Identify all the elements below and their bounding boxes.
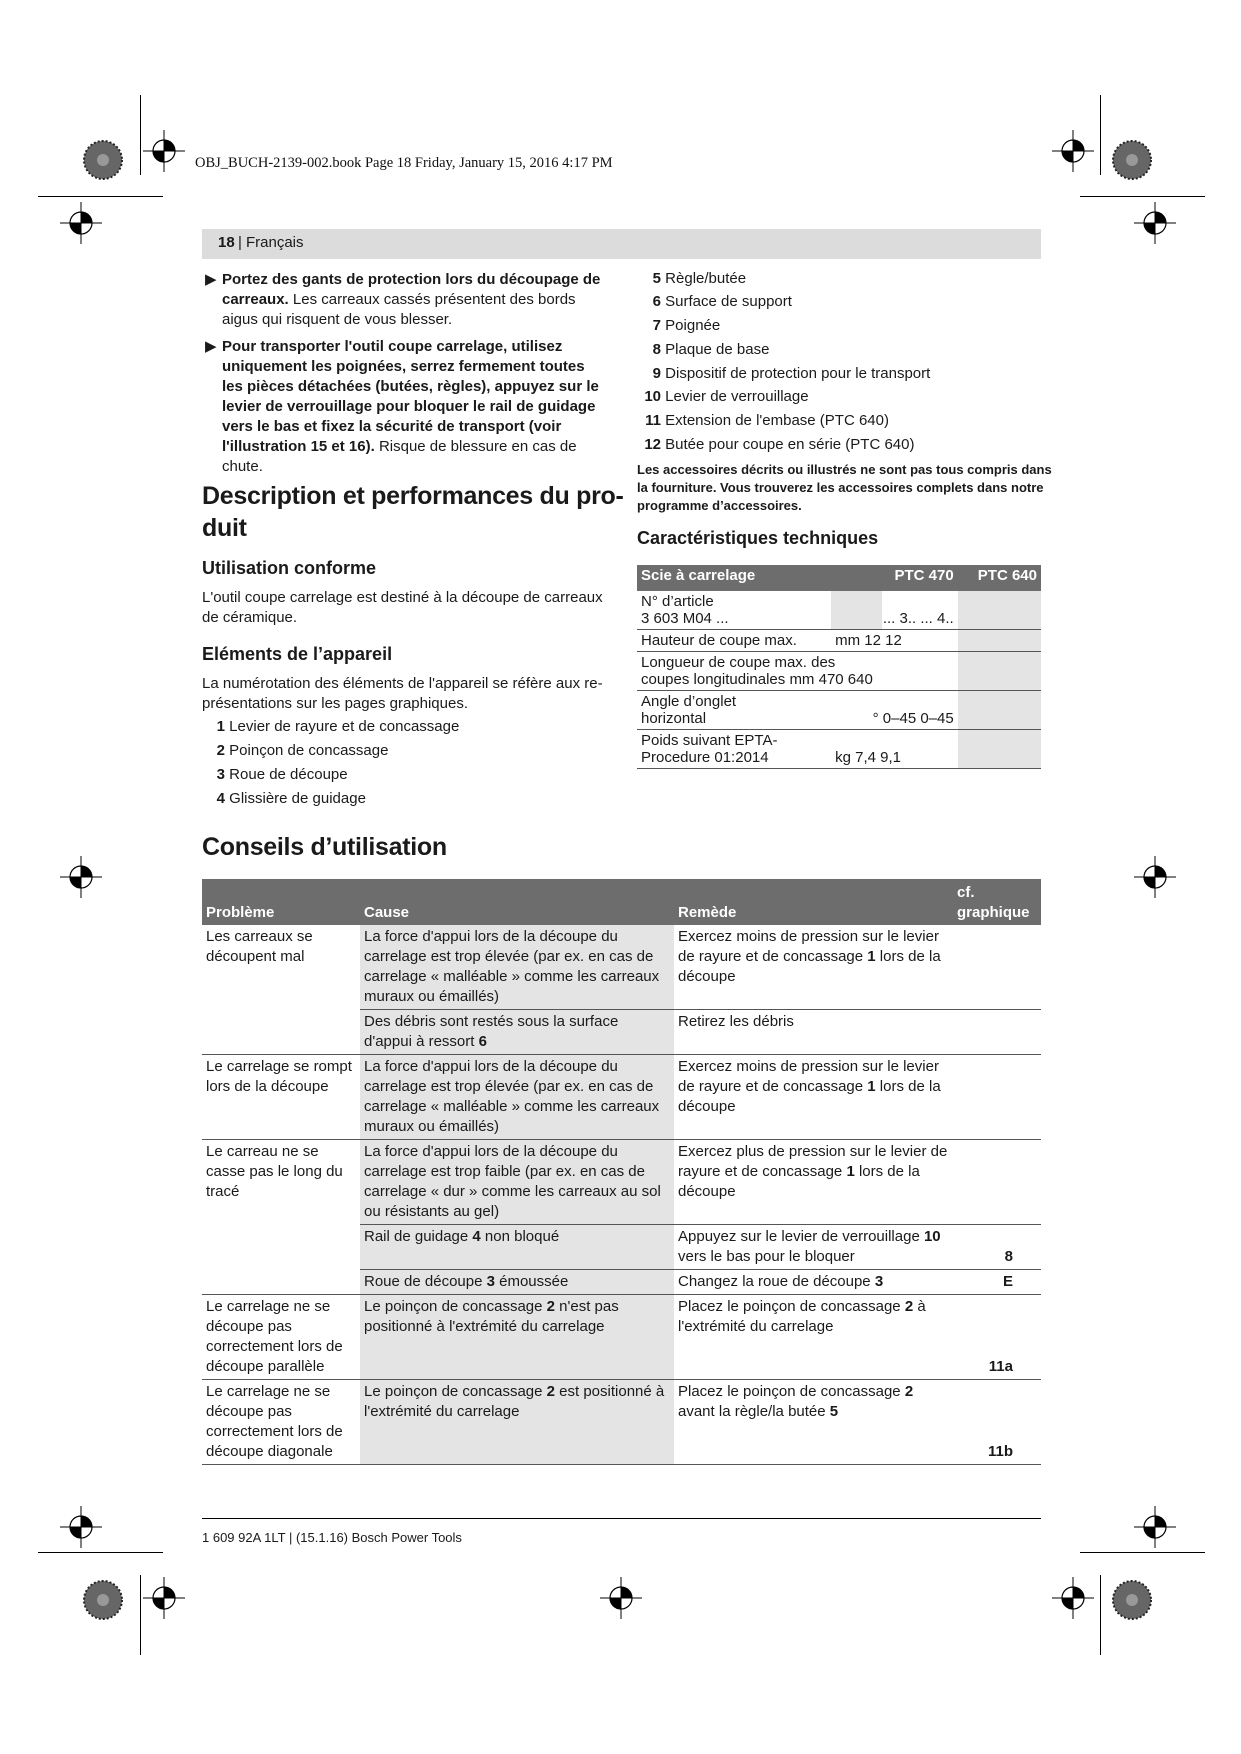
troubleshooting-table	[202, 879, 1041, 1465]
conseils-title: Conseils d’utilisation	[202, 833, 447, 861]
bullet-arrow-icon: ▶	[205, 271, 217, 288]
color-wheel-icon	[83, 1580, 123, 1620]
list-item: 7 Poignée	[652, 317, 721, 334]
color-wheel-icon	[1112, 1580, 1152, 1620]
table-header-row: Scie à carrelage PTC 470 PTC 640	[637, 565, 1041, 591]
table-header-row: Problème Cause Remède cf. graphique	[202, 879, 1041, 925]
table-row: Rail de guidage 4 non bloqué Appuyez sur le levier de verrouillage 10 vers le bas pour le bloquer 8	[202, 1225, 1041, 1270]
registration-mark-icon	[1052, 130, 1094, 172]
elements-text: La numérotation des éléments de l'appareil se réfère aux re- présentations sur les pages graphiques.	[202, 675, 603, 712]
table-row: Angle d’onglet horizontal ° 0–45 0–45	[637, 691, 1041, 730]
list-item: 8 Plaque de base	[652, 341, 770, 358]
registration-mark-icon	[1052, 1577, 1094, 1619]
registration-mark-icon	[60, 856, 102, 898]
usage-title: Utilisation conforme	[202, 558, 377, 578]
footer-rule	[202, 1518, 1041, 1519]
usage-text: L'outil coupe carrelage est destiné à la découpe de carreaux de céramique.	[202, 589, 603, 626]
header-language: Français	[246, 234, 304, 251]
list-item: 1 Levier de rayure et de concassage	[216, 718, 460, 735]
table-row: Roue de découpe 3 émoussée Changez la roue de découpe 3 E	[202, 1270, 1041, 1295]
color-wheel-icon	[83, 140, 123, 180]
registration-mark-icon	[1134, 1506, 1176, 1548]
table-row: Les carreaux se découpent mal La force d'appui lors de la découpe du carrelage est trop élevée (par ex. en cas de carrelage « malléable » comme les carreaux muraux ou émaillés) Exercez moins de pression sur le levier de rayure et de concassage 1 lors de la découpe	[202, 925, 1041, 1010]
tech-title: Caractéristiques techniques	[637, 528, 879, 548]
registration-mark-icon	[143, 130, 185, 172]
registration-mark-icon	[143, 1577, 185, 1619]
warning-bullet-1: ▶ Portez des gants de protection lors du découpage de carreaux. Les carreaux cassés présentent des bords aigus qui risquent de vous blesser.	[205, 271, 601, 328]
registration-mark-icon	[60, 202, 102, 244]
registration-mark-icon	[60, 1506, 102, 1548]
bullet-arrow-icon: ▶	[205, 338, 217, 355]
list-item: 11 Extension de l'embase (PTC 640)	[645, 412, 889, 429]
table-row: Longueur de coupe max. des coupes longitudinales mm 470 640	[637, 652, 1041, 691]
tech-specs-table	[637, 565, 1041, 769]
list-item: 5 Règle/butée	[652, 270, 747, 287]
color-wheel-icon	[1112, 140, 1152, 180]
table-row: Hauteur de coupe max. mm 12 12	[637, 630, 1041, 652]
list-item: 12 Butée pour coupe en série (PTC 640)	[644, 436, 915, 453]
table-row: Le carrelage se rompt lors de la découpe La force d'appui lors de la découpe du carrelage est trop élevée (par ex. en cas de carrelage « malléable » comme les carreaux muraux ou émaillés) Exercez moins de pression sur le levier de rayure et de concassage 1 lors de la découpe	[202, 1055, 1041, 1140]
accessories-note: Les accessoires décrits ou illustrés ne sont pas tous compris dans la fourniture. Vous trouverez les accessoires complets dans notre programme d’accessoires.	[637, 462, 1052, 513]
list-item: 6 Surface de support	[652, 293, 792, 310]
table-row: Le carrelage ne se découpe pas correctement lors de découpe parallèle Le poinçon de concassage 2 n'est pas positionné à l'extrémité du carrelage Placez le poinçon de concassage 2 à l'extrémité du carrelage 11a	[202, 1295, 1041, 1380]
list-item: 10 Levier de verrouillage	[644, 388, 809, 405]
list-item: 2 Poinçon de concassage	[216, 742, 389, 759]
header-separator: |	[238, 234, 242, 251]
registration-mark-icon	[1134, 202, 1176, 244]
warning-bullet-2: ▶ Pour transporter l'outil coupe carrelage, utilisez uniquement les poignées, serrez fermement toutes les pièces détachées (butées, règles), appuyez sur le levier de verrouillage pour bloquer le rail de guidage vers le bas et fixez la sécurité de transport (voir l'illustration 15 et 16). Risque de blessure en cas de chute.	[205, 338, 599, 475]
table-row: Des débris sont restés sous la surface d'appui à ressort 6 Retirez les débris	[202, 1010, 1041, 1055]
page-footer: 1 609 92A 1LT | (15.1.16) Bosch Power Tools	[202, 1530, 462, 1545]
page-header	[202, 229, 1041, 259]
elements-title: Eléments de l’appareil	[202, 644, 393, 664]
registration-mark-icon	[600, 1577, 642, 1619]
list-item: 4 Glissière de guidage	[216, 790, 366, 807]
page-number: 18	[218, 234, 235, 251]
table-row: N° d’article 3 603 M04 ... ... 3.. ... 4..	[637, 591, 1041, 630]
table-row: Le carrelage ne se découpe pas correctement lors de découpe diagonale Le poinçon de concassage 2 est positionné à l'extrémité du carrelage Placez le poinçon de concassage 2 avant la règle/la butée 5 11b	[202, 1380, 1041, 1465]
file-header: OBJ_BUCH-2139-002.book Page 18 Friday, January 15, 2016 4:17 PM	[195, 155, 613, 171]
section-title: Description et performances du pro- duit	[202, 482, 624, 542]
table-row: Le carreau ne se casse pas le long du tracé La force d'appui lors de la découpe du carrelage est trop faible (par ex. en cas de carrelage « dur » comme les carreaux au sol ou résistants au gel) Exercez plus de pression sur le levier de rayure et de concassage 1 lors de la découpe	[202, 1140, 1041, 1225]
list-item: 9 Dispositif de protection pour le transport	[652, 365, 931, 382]
table-row: Poids suivant EPTA- Procedure 01:2014 kg 7,4 9,1	[637, 730, 1041, 769]
registration-mark-icon	[1134, 856, 1176, 898]
list-item: 3 Roue de découpe	[216, 766, 348, 783]
